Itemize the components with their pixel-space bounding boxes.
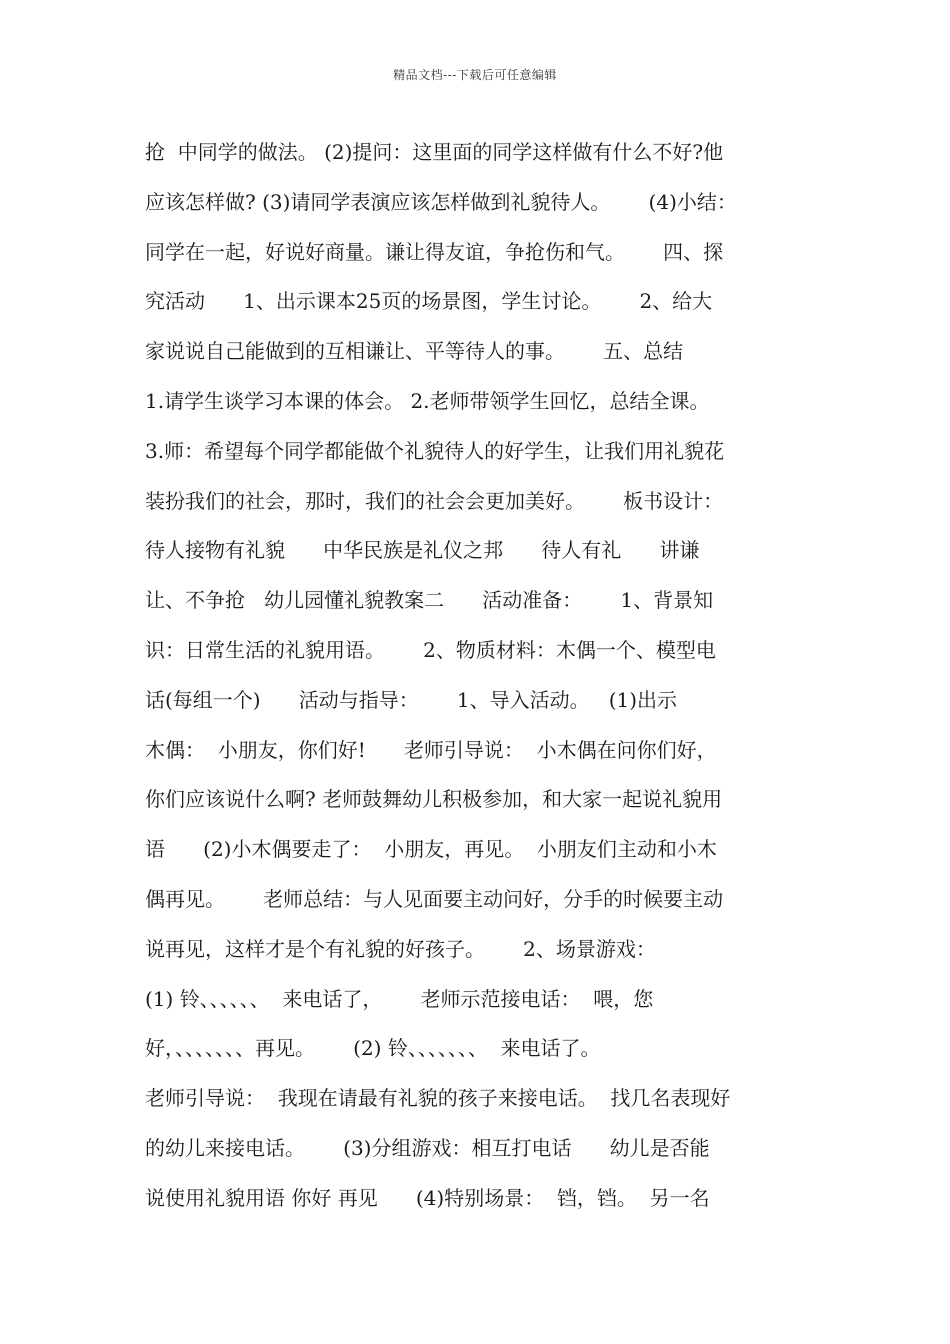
text-line: 说再见，这样才是个有礼貌的好孩子。 2、场景游戏：: [145, 936, 656, 961]
text-line: 同学在一起，好说好商量。谦让得友谊，争抢伤和气。 四、探: [145, 239, 724, 264]
text-line: 偶再见。 老师总结：与人见面要主动问好，分手的时候要主动: [145, 886, 724, 911]
text-line: 语 (2)小木偶要走了： 小朋友，再见。 小朋友们主动和小木: [145, 837, 717, 862]
text-line: 木偶： 小朋友，你们好! 老师引导说： 小木偶在问你们好，: [145, 737, 717, 762]
text-line: 话(每组一个) 活动与指导： 1、导入活动。 (1)出示: [145, 687, 678, 712]
text-line: 说使用礼貌用语 你好 再见 (4)特别场景： 铛，铛。 另一名: [145, 1185, 710, 1210]
text-line: 装扮我们的社会，那时，我们的社会会更加美好。 板书设计：: [145, 488, 724, 513]
text-line: 待人接物有礼貌 中华民族是礼仪之邦 待人有礼 讲谦: [145, 538, 700, 563]
text-line: 识：日常生活的礼貌用语。 2、物质材料：木偶一个、模型电: [145, 637, 716, 662]
text-line: 家说说自己能做到的互相谦让、平等待人的事。 五、总结: [145, 339, 684, 364]
text-line: 让、不争抢 幼儿园懂礼貌教案二 活动准备： 1、背景知: [145, 588, 714, 613]
text-line: 1.请学生谈学习本课的体会。 2.老师带领学生回忆，总结全课。: [145, 388, 710, 413]
page-header: 精品文档---下载后可任意编辑: [393, 68, 557, 82]
text-line: 老师引导说： 我现在请最有礼貌的孩子来接电话。 找几名表现好: [145, 1086, 731, 1111]
text-line: 3.师：希望每个同学都能做个礼貌待人的好学生，让我们用礼貌花: [145, 438, 725, 463]
text-line: 应该怎样做? (3)请同学表演应该怎样做到礼貌待人。 (4)小结：: [145, 189, 737, 214]
text-line: 的幼儿来接电话。 (3)分组游戏：相互打电话 幼儿是否能: [145, 1135, 710, 1160]
text-line: 好，、、、、、、、再见。 (2) 铃、、、、、、、 来电话了。: [145, 1036, 601, 1061]
text-line: 究活动 1、出示课本25页的场景图，学生讨论。 2、给大: [145, 289, 713, 314]
text-line: 你们应该说什么啊? 老师鼓舞幼儿积极参加，和大家一起说礼貌用: [145, 787, 723, 812]
text-line: 抢 中同学的做法。 (2)提问：这里面的同学这样做有什么不好?他: [145, 140, 724, 164]
body-text: [145, 128, 815, 1224]
text-line: (1) 铃、、、、、、 来电话了， 老师示范接电话： 喂，您: [145, 986, 654, 1011]
